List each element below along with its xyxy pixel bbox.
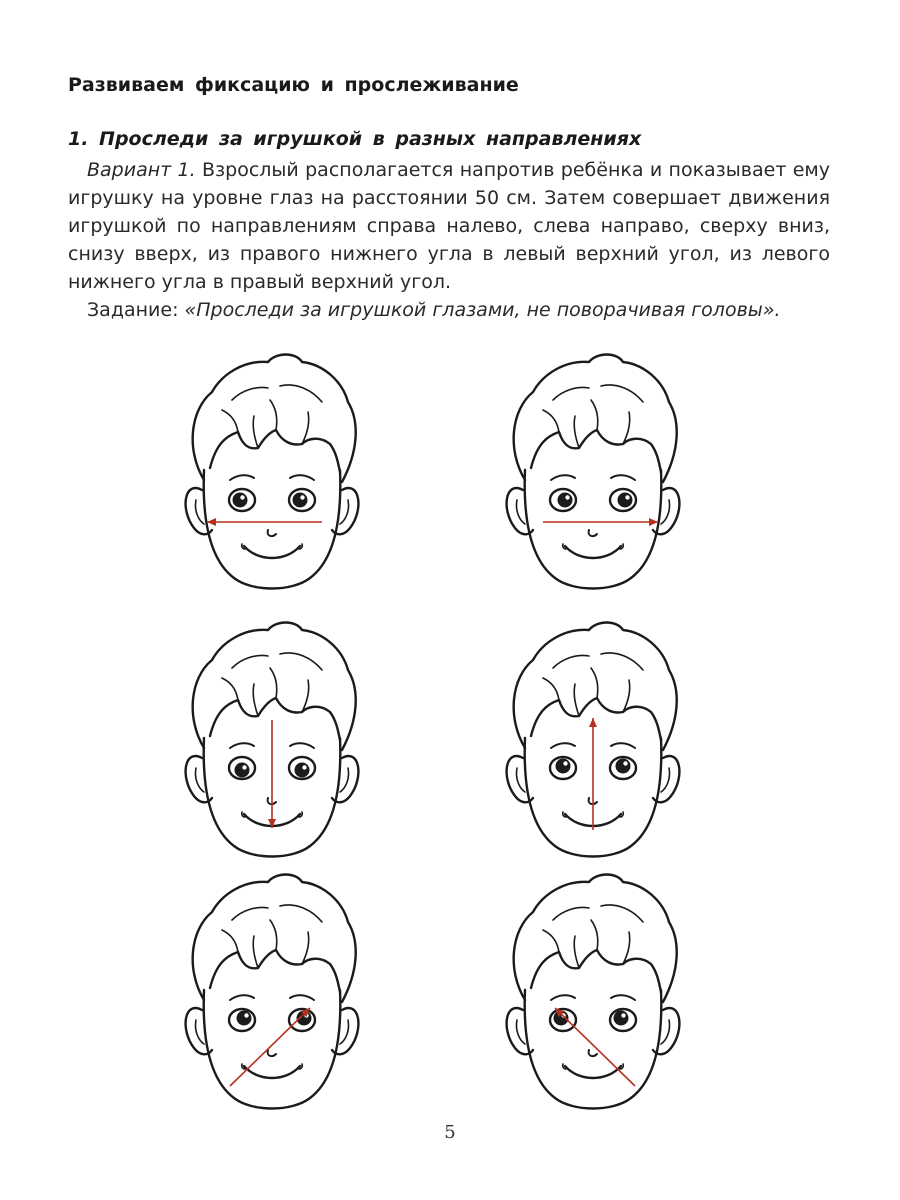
hair-strand <box>543 930 559 952</box>
eye-highlight <box>565 495 569 499</box>
hair-strand <box>553 388 589 401</box>
hair-fringe <box>531 698 661 740</box>
right-ear-inner <box>340 1020 349 1044</box>
left-ear-inner <box>195 1020 204 1044</box>
right-ear-inner <box>661 1020 670 1044</box>
right-eyebrow <box>290 475 314 480</box>
hair-strand <box>591 920 598 950</box>
hair-strand <box>591 400 598 430</box>
hair-strand <box>232 656 268 669</box>
right-eyebrow <box>611 475 635 480</box>
nose <box>589 1050 597 1056</box>
eye-highlight <box>302 765 306 769</box>
face-outline <box>525 470 662 589</box>
eye-highlight <box>625 495 629 499</box>
face-illustration-6 <box>493 860 693 1120</box>
left-pupil <box>235 763 250 778</box>
hair-fringe <box>210 430 340 472</box>
hair-strand <box>280 385 322 402</box>
section-heading: Развиваем фиксацию и прослеживание <box>68 74 519 96</box>
hair-strand <box>222 410 238 432</box>
variant-label: Вариант 1. <box>87 159 196 181</box>
eye-highlight <box>244 1013 248 1017</box>
right-eyebrow <box>611 995 635 1000</box>
nose <box>268 1050 276 1056</box>
right-ear-inner <box>661 768 670 792</box>
hair-fringe <box>531 950 661 992</box>
task-text: «Проследи за игрушкой глазами, не поворачивая головы». <box>184 299 781 321</box>
hair-strand <box>601 385 643 402</box>
left-eyebrow <box>230 743 254 748</box>
left-pupil <box>558 493 573 508</box>
face-illustration-5 <box>172 860 372 1120</box>
face-outline <box>525 990 662 1109</box>
right-pupil <box>293 493 308 508</box>
smile <box>244 1066 300 1078</box>
right-pupil <box>295 763 310 778</box>
hair-strand <box>270 668 277 698</box>
right-eyebrow <box>290 995 314 1000</box>
hair-strand <box>574 416 579 448</box>
hair-fringe <box>210 950 340 992</box>
hair-outline <box>193 355 356 483</box>
left-eyebrow <box>551 995 575 1000</box>
left-ear-inner <box>195 768 204 792</box>
face-outline <box>204 990 341 1109</box>
hair-strand <box>270 400 277 430</box>
hair-strand <box>253 416 258 448</box>
smile <box>565 1066 621 1078</box>
page-number: 5 <box>444 1122 456 1143</box>
hair-strand <box>574 684 579 716</box>
hair-strand <box>253 684 258 716</box>
left-pupil <box>237 1011 252 1026</box>
eye-highlight <box>621 1013 625 1017</box>
left-ear-inner <box>195 500 204 524</box>
face-illustration-4 <box>493 608 693 868</box>
hair-strand <box>280 905 322 922</box>
left-ear-inner <box>516 768 525 792</box>
left-pupil <box>233 493 248 508</box>
hair-strand <box>574 936 579 968</box>
hair-outline <box>514 875 677 1003</box>
nose <box>589 530 597 536</box>
right-eyebrow <box>611 743 635 748</box>
left-eyebrow <box>551 743 575 748</box>
face-outline <box>204 470 341 589</box>
variant-text: Взрослый располагается напротив ребёнка и показывает ему игрушку на уровне глаз на расстоянии 50 см. Затем совершает движения игрушкой по направлениям справа налево, слева направо, сверху вниз, снизу вверх, из правого нижнего угла в левый верхний угол, из левого нижнего угла в правый верхний угол. <box>68 159 830 293</box>
hair-fringe <box>531 430 661 472</box>
eye-highlight <box>623 761 627 765</box>
exercise-title: 1. Проследи за игрушкой в разных направлениях <box>68 128 642 150</box>
hair-fringe <box>210 698 340 740</box>
right-pupil <box>618 493 633 508</box>
hair-outline <box>193 623 356 751</box>
task-label: Задание: <box>87 299 185 321</box>
task-paragraph <box>68 296 830 324</box>
hair-strand <box>253 936 258 968</box>
face-illustration-1 <box>172 340 372 600</box>
eye-highlight <box>240 495 244 499</box>
left-eyebrow <box>551 475 575 480</box>
right-ear-inner <box>340 768 349 792</box>
eye-highlight <box>242 765 246 769</box>
left-ear-inner <box>516 500 525 524</box>
right-ear-inner <box>661 500 670 524</box>
arrowhead <box>649 518 658 526</box>
hair-strand <box>543 678 559 700</box>
face-illustrations <box>0 330 900 1130</box>
hair-outline <box>514 355 677 483</box>
variant-paragraph <box>68 156 830 296</box>
right-ear-inner <box>340 500 349 524</box>
hair-strand <box>553 908 589 921</box>
hair-strand <box>543 410 559 432</box>
nose <box>268 530 276 536</box>
face-illustration-3 <box>172 608 372 868</box>
right-pupil <box>616 759 631 774</box>
hair-outline <box>193 875 356 1003</box>
hair-outline <box>514 623 677 751</box>
hair-strand <box>232 908 268 921</box>
hair-strand <box>222 930 238 952</box>
left-ear-inner <box>516 1020 525 1044</box>
smile <box>565 546 621 558</box>
hair-strand <box>591 668 598 698</box>
arrowhead <box>207 518 216 526</box>
eye-highlight <box>563 761 567 765</box>
eye-highlight <box>300 495 304 499</box>
left-eyebrow <box>230 995 254 1000</box>
face-illustration-2 <box>493 340 693 600</box>
hair-strand <box>232 388 268 401</box>
hair-strand <box>270 920 277 950</box>
hair-strand <box>601 905 643 922</box>
arrowhead <box>589 718 597 727</box>
left-pupil <box>556 759 571 774</box>
hair-strand <box>601 653 643 670</box>
hair-strand <box>222 678 238 700</box>
right-eyebrow <box>290 743 314 748</box>
hair-strand <box>280 653 322 670</box>
left-eyebrow <box>230 475 254 480</box>
smile <box>244 546 300 558</box>
right-pupil <box>614 1011 629 1026</box>
hair-strand <box>553 656 589 669</box>
